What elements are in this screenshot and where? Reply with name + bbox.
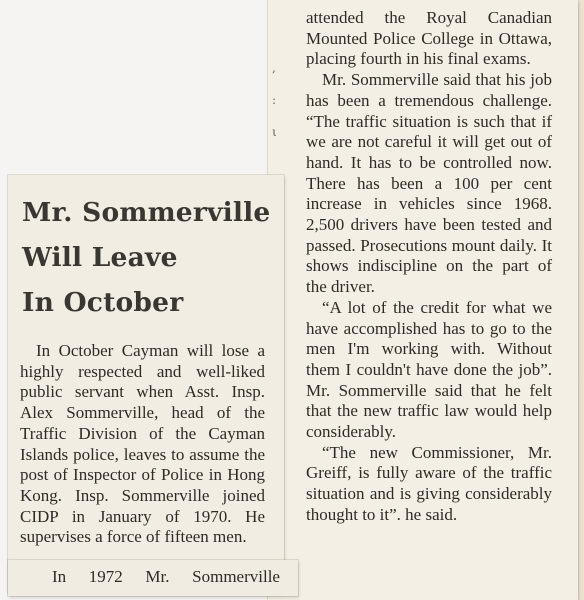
bottom-continuation-line — [52, 567, 280, 587]
right-paragraph-3: “A lot of the credit for what we have accomplished has to go to the men I'm working with. Without them I couldn't have done the job”. Mr. Sommerville said that he felt that the new traffic law would help considerably. — [306, 297, 552, 442]
headline-line-3: In October — [22, 287, 184, 318]
left-paragraph: In October Cayman will lose a highly respected and well-liked public servant when Asst. Insp. Alex Sommerville, head of the Traffic Division of the Cayman Islands police, leaves to assume the post of Inspector of Police in Hong Kong. Insp. Sommerville joined CIDP in January of 1970. He supervises a force of fifteen men. — [20, 341, 265, 547]
right-article-column — [306, 8, 552, 526]
headline-line-2: Will Leave — [22, 242, 178, 273]
right-paragraph-2: Mr. Sommerville said that his job has been a tremendous challenge. “The traffic situation is such that if we are not careful it will get out of hand. It has to be controlled now. There has been a 100 per cent increase in vehicles since 1968. 2,500 drivers have been tested and passed. Prosecutions mount daily. It shows indiscipline on the part of the driver. — [306, 70, 552, 297]
edge-marks: , : ι — [272, 61, 277, 139]
right-paragraph-4: “The new Commissioner, Mr. Greiff, is fully aware of the traffic situation and is giving considerably thought to it”. he said. — [306, 442, 552, 524]
bottom-word-4: Sommerville — [192, 567, 280, 586]
right-paragraph-1: attended the Royal Canadian Mounted Police College in Ottawa, placing fourth in his final exams. — [306, 8, 552, 69]
headline-line-1: Mr. Sommerville — [22, 197, 271, 228]
bottom-word-2: 1972 — [88, 567, 123, 586]
article-headline — [22, 190, 284, 325]
bottom-word-1: In — [52, 567, 67, 586]
left-article-column — [20, 341, 265, 548]
bottom-word-3: Mr. — [145, 567, 170, 586]
